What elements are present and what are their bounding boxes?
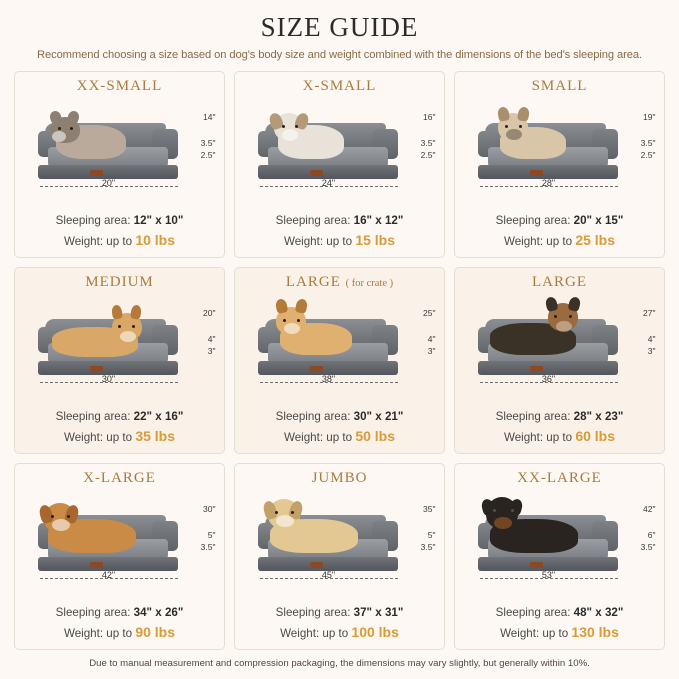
sleeping-area-line: Sleeping area: 12" x 10" [55,214,184,228]
dog-photo [56,125,126,159]
dog-photo [280,323,352,355]
card-title: JUMBO [311,470,368,486]
card-info [56,213,184,251]
width-dimension: 28" [480,186,618,187]
sleeping-area-line: Sleeping area: 22" x 16" [55,410,184,424]
card-info [496,605,624,643]
weight-line: Weight: up to 100 lbs [280,624,399,641]
width-dimension: 20" [40,186,178,187]
sleeping-area-line: Sleeping area: 34" x 26" [55,606,184,620]
dog-photo [270,519,358,553]
dog-photo [490,323,576,355]
footer-note: Due to manual measurement and compression packaging, the dimensions may vary slightly, but generally within 10%. [89,658,590,669]
sleeping-area-line: Sleeping area: 37" x 31" [275,606,404,620]
card-info [56,409,184,447]
card-info [276,409,404,447]
brand-tag [310,562,323,568]
weight-line: Weight: up to 10 lbs [63,232,176,249]
weight-line: Weight: up to 60 lbs [503,428,616,445]
dog-photo [500,127,566,159]
bed-illustration: 16" 3.5" 2.5" 24" [242,97,438,189]
width-dimension: 24" [260,186,398,187]
width-dimension: 45" [260,578,398,579]
width-dimension: 38" [260,382,398,383]
page-subtitle: Recommend choosing a size based on dog's body size and weight combined with the dimensions of the bed's sleeping area. [36,49,643,61]
weight-line: Weight: up to 25 lbs [503,232,616,249]
bed-illustration: 19" 3.5" 2.5" 28" [462,97,658,189]
card-info [496,409,624,447]
page-title: SIZE GUIDE [260,12,419,42]
brand-tag [530,170,543,176]
size-card-x-large [14,463,225,650]
size-card-medium [14,267,225,454]
bed-illustration: 35" 5" 3.5" 45" [242,489,438,581]
brand-tag [90,366,103,372]
bed-illustration: 30" 5" 3.5" 42" [22,489,218,581]
weight-line: Weight: up to 35 lbs [63,428,176,445]
card-title: LARGE [532,274,587,290]
card-info [276,213,404,251]
sleeping-area-line: Sleeping area: 28" x 23" [495,410,624,424]
weight-line: Weight: up to 15 lbs [283,232,396,249]
card-title: X-SMALL [302,78,377,94]
sleeping-area-line: Sleeping area: 48" x 32" [495,606,624,620]
card-title: XX-SMALL [76,78,163,94]
sleeping-area-line: Sleeping area: 30" x 21" [275,410,404,424]
bed-illustration: 14" 3.5" 2.5" 20" [22,97,218,189]
size-card-jumbo [234,463,445,650]
card-title: XX-LARGE [517,470,602,486]
size-card-xx-large [454,463,665,650]
weight-line: Weight: up to 50 lbs [283,428,396,445]
weight-line: Weight: up to 90 lbs [63,624,176,641]
card-info [496,213,624,251]
dog-photo [278,125,344,159]
brand-tag [310,366,323,372]
card-title: X-LARGE [83,470,156,486]
card-title: SMALL [531,78,588,94]
bed-illustration: 25" 4" 3" 38" [242,293,438,385]
dog-photo [52,327,138,357]
width-dimension: 53" [480,578,618,579]
weight-line: Weight: up to 130 lbs [500,624,619,641]
size-card-large-for-crate [234,267,445,454]
dog-photo [490,519,578,553]
size-card-x-small [234,71,445,258]
width-dimension: 36" [480,382,618,383]
sleeping-area-line: Sleeping area: 20" x 15" [495,214,624,228]
card-info [56,605,184,643]
size-card-xx-small [14,71,225,258]
brand-tag [90,562,103,568]
bed-illustration: 42" 6" 3.5" 53" [462,489,658,581]
sleeping-area-line: Sleeping area: 16" x 12" [275,214,404,228]
card-title: MEDIUM [85,274,154,290]
brand-tag [90,170,103,176]
card-title: LARGE ( for crate ) [285,274,394,290]
dog-photo [48,519,136,553]
brand-tag [530,366,543,372]
bed-illustration: 20" 4" 3" 30" [22,293,218,385]
size-card-grid [14,71,665,650]
size-card-small [454,71,665,258]
card-info [276,605,404,643]
width-dimension: 30" [40,382,178,383]
bed-illustration: 27" 4" 3" 36" [462,293,658,385]
width-dimension: 42" [40,578,178,579]
brand-tag [530,562,543,568]
size-card-large [454,267,665,454]
brand-tag [310,170,323,176]
